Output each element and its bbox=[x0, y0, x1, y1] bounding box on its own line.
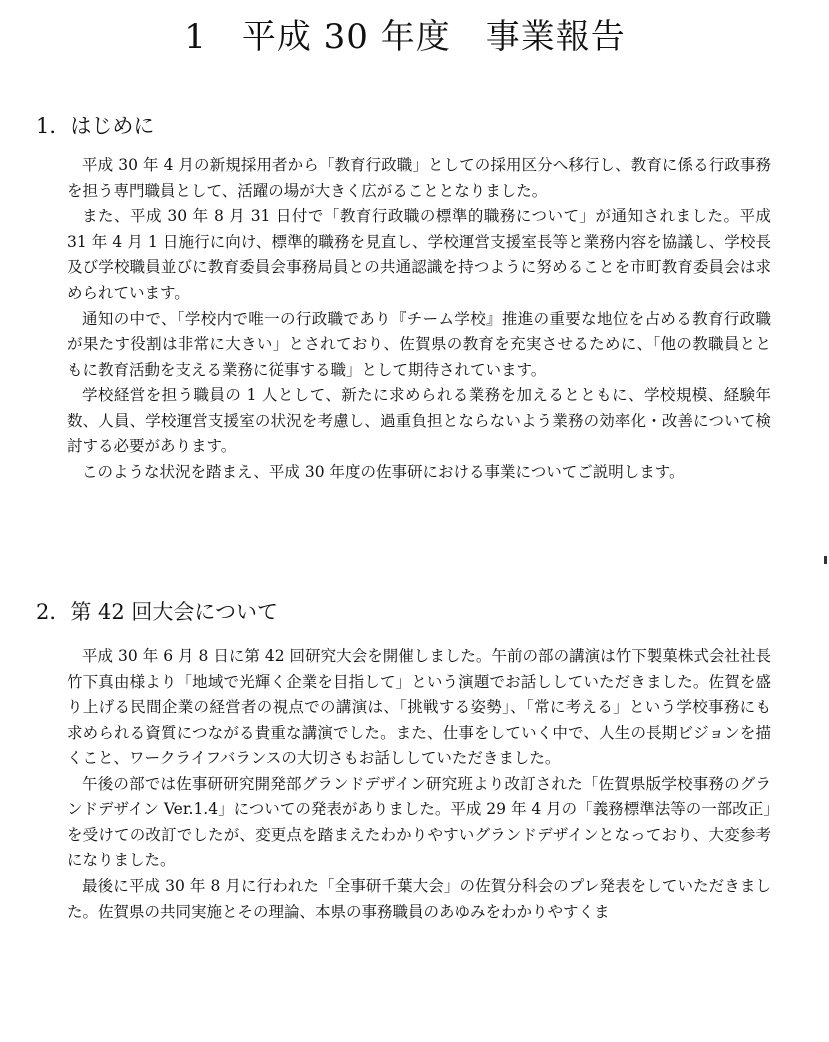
section-body-42nd-conference bbox=[67, 644, 787, 925]
paragraph: このような状況を踏まえ、平成 30 年度の佐事研における事業についてご説明します。 bbox=[82, 463, 685, 482]
paragraph: 平成 30 年 6 月 8 日に第 42 回研究大会を開催しました。午前の部の講演は竹下製菓株式会社社長 竹下真由様より「地域で光輝く企業を目指して」という演題でお話ししていただきました。佐賀を盛り上げる民間企業の経営者の視点での講演は、「挑戦する姿勢」、「常に考える」という学校事務にも求められる資質につながる貴重な講演でした。また、仕事をしていく中で、人生の長期ビジョンを描くこと、ワークライフバランスの大切さもお話ししていただきました。 bbox=[67, 647, 787, 767]
page-title: 1 平成 30 年度 事業報告 bbox=[184, 17, 626, 57]
section-heading-introduction: 1．はじめに bbox=[36, 114, 155, 138]
page-edge-mark bbox=[824, 556, 827, 564]
paragraph: 午後の部では佐事研研究開発部グランドデザイン研究班より改訂された「佐賀県版学校事務のグランドデザイン Ver.1.4」についての発表がありました。平成 29 年 4 月の「義務標準法等の一部改正」を受けての改訂でしたが、変更点を踏まえたわかりやすいグランドデザインとなっており、大変参考になりました。 bbox=[67, 774, 771, 870]
section-body-introduction bbox=[67, 153, 771, 486]
paragraph: 通知の中で、「学校内で唯一の行政職であり『チーム学校』推進の重要な地位を占める教育行政職が果たす役割は非常に大きい」とされており、佐賀県の教育を充実させるために、「他の教職員とともに教育活動を支える業務に従事する職」として期待されています。 bbox=[67, 309, 771, 379]
paragraph: 最後に平成 30 年 8 月に行われた「全事研千葉大会」の佐賀分科会のプレ発表をしていただきました。佐賀県の共同実施とその理論、本県の事務職員のあゆみをわかりやすくま bbox=[67, 877, 771, 921]
paragraph: 学校経営を担う職員の 1 人として、新たに求められる業務を加えるとともに、学校規模、経験年数、人員、学校運営支援室の状況を考慮し、過重負担とならないよう業務の効率化・改善について検討する必要があります。 bbox=[67, 386, 771, 456]
paragraph: また、平成 30 年 8 月 31 日付で「教育行政職の標準的職務について」が通知されました。平成 31 年 4 月 1 日施行に向け、標準的職務を見直し、学校運営支援室長等と業務内容を協議し、学校長及び学校職員並びに教育委員会事務局員との共通認識を持つように努めることを市町教育委員会は求められています。 bbox=[67, 207, 771, 302]
section-heading-42nd-conference: 2．第 42 回大会について bbox=[36, 600, 279, 624]
paragraph: 平成 30 年 4 月の新規採用者から「教育行政職」としての採用区分へ移行し、教育に係る行政事務を担う専門職員として、活躍の場が大きく広がることとなりました。 bbox=[67, 156, 771, 200]
